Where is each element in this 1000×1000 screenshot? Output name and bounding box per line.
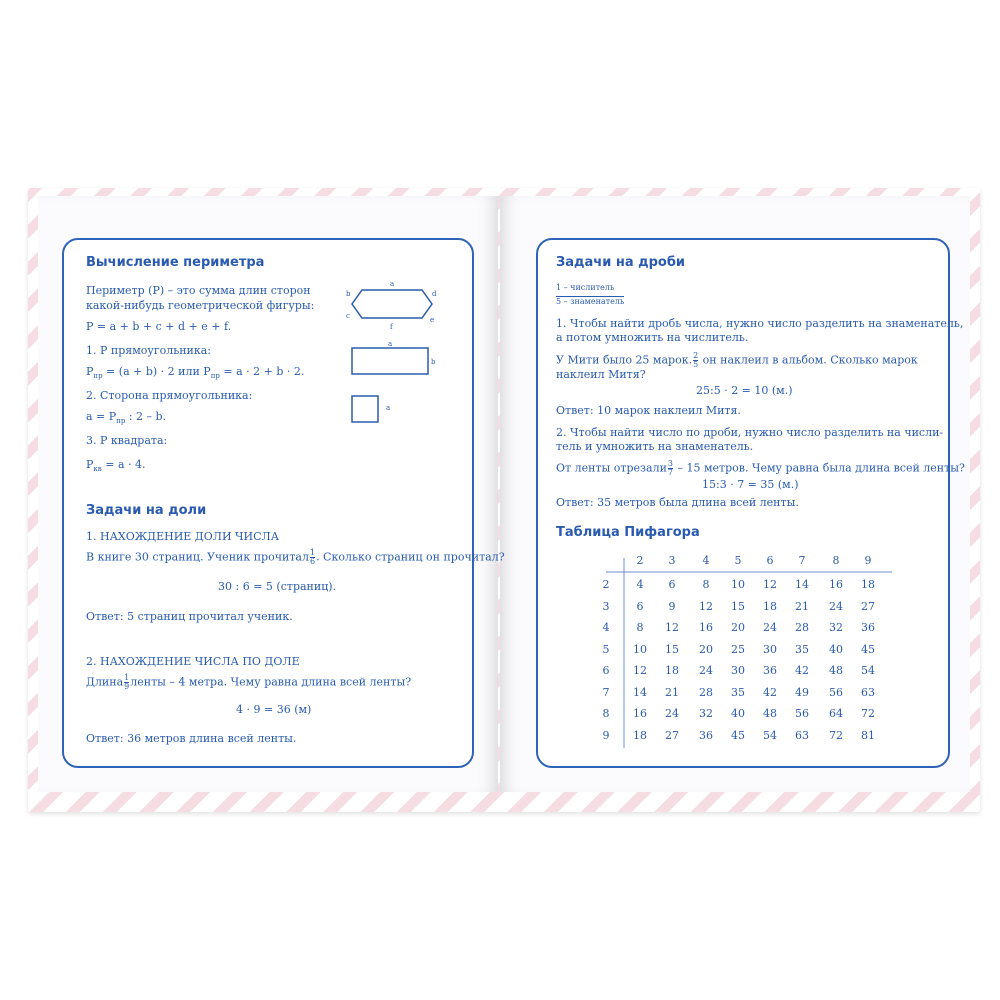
table-cell: 27 bbox=[861, 599, 875, 613]
table-cell: 40 bbox=[731, 707, 745, 720]
table-header-cell: 6 bbox=[766, 554, 774, 567]
table-header-cell: 8 bbox=[832, 554, 840, 567]
table-cell: 36 bbox=[861, 621, 875, 634]
table-cell: 32 bbox=[699, 707, 713, 720]
table-cell: 32 bbox=[829, 621, 843, 634]
table-cell: 18 bbox=[763, 599, 777, 613]
table-row-header-cell: 7 bbox=[602, 685, 610, 699]
rectangle-heading: 1. Р прямоугольника: bbox=[86, 344, 212, 357]
denominator-definition: 5 – знаменатель bbox=[556, 297, 625, 306]
table-cell: 18 bbox=[665, 664, 679, 677]
table-row-header-cell: 8 bbox=[602, 707, 610, 720]
table-header-cell: 9 bbox=[864, 554, 872, 567]
table-cell: 8 bbox=[636, 621, 644, 634]
table-cell: 48 bbox=[763, 707, 777, 720]
table-cell: 16 bbox=[633, 707, 647, 720]
table-cell: 72 bbox=[861, 707, 875, 720]
table-cell: 28 bbox=[795, 621, 809, 634]
table-header-cell: 2 bbox=[636, 554, 644, 567]
table-cell: 16 bbox=[829, 578, 843, 591]
hex-label-e: e bbox=[430, 316, 435, 324]
table-cell: 24 bbox=[763, 621, 777, 634]
table-cell: 12 bbox=[633, 664, 647, 677]
table-cell: 81 bbox=[861, 728, 875, 742]
table-cell: 18 bbox=[633, 728, 647, 742]
table-cell: 15 bbox=[731, 599, 745, 613]
table-cell: 4 bbox=[636, 578, 644, 591]
task1-problem: У Мити было 25 марок. $\frac{2}{5}$ он наклеил в альбом. Сколько марок bbox=[556, 351, 918, 369]
perimeter-formula: Р = a + b + c + d + e + f. bbox=[86, 320, 232, 333]
table-cell: 63 bbox=[795, 728, 809, 742]
table-cell: 40 bbox=[829, 642, 843, 656]
table-row-header-cell: 2 bbox=[602, 578, 610, 591]
perimeter-title: Вычисление периметра bbox=[86, 255, 265, 270]
perimeter-definition-2: какой-нибудь геометрической фигуры: bbox=[86, 299, 315, 312]
table-row-header-cell: 3 bbox=[602, 599, 610, 613]
table-cell: 24 bbox=[665, 707, 679, 720]
part2-heading: 2. НАХОЖДЕНИЕ ЧИСЛА ПО ДОЛЕ bbox=[86, 655, 300, 668]
table-cell: 21 bbox=[795, 599, 809, 613]
perimeter-definition-1: Периметр (Р) – это сумма длин сторон bbox=[86, 284, 311, 297]
table-cell: 9 bbox=[668, 599, 676, 613]
table-cell: 21 bbox=[665, 685, 679, 699]
part1-calculation: 30 : 6 = 5 (страниц). bbox=[218, 580, 337, 593]
part2-problem: Длина $\frac{1}{9}$ ленты – 4 метра. Чему равна длина всей ленты? bbox=[86, 673, 412, 691]
task1-rule-1: 1. Чтобы найти дробь числа, нужно число разделить на знаменатель, bbox=[556, 317, 964, 330]
table-cell: 20 bbox=[731, 621, 745, 634]
table-row-header-cell: 6 bbox=[602, 664, 610, 677]
task1-answer: Ответ: 10 марок наклеил Митя. bbox=[556, 404, 741, 417]
table-cell: 8 bbox=[702, 578, 710, 591]
hex-label-a: a bbox=[390, 280, 395, 288]
table-cell: 16 bbox=[699, 621, 713, 634]
table-cell: 12 bbox=[665, 621, 679, 634]
rect-label-b: b bbox=[431, 358, 436, 366]
table-cell: 48 bbox=[829, 664, 843, 677]
table-cell: 49 bbox=[795, 685, 809, 699]
table-cell: 24 bbox=[829, 599, 843, 613]
task2-problem: От ленты отрезали $\frac{3}{7}$ – 15 метров. Чему равна была длина всей ленты? bbox=[556, 459, 965, 477]
table-cell: 36 bbox=[699, 728, 713, 742]
table-row-header-cell: 4 bbox=[602, 621, 610, 634]
table-cell: 27 bbox=[665, 728, 679, 742]
rectangle-figure bbox=[346, 338, 440, 380]
table-cell: 30 bbox=[731, 664, 745, 677]
task1-rule-2: а потом умножить на числитель. bbox=[556, 331, 749, 344]
table-cell: 35 bbox=[731, 685, 745, 699]
table-cell: 45 bbox=[861, 642, 875, 656]
table-cell: 42 bbox=[763, 685, 777, 699]
table-cell: 56 bbox=[795, 707, 809, 720]
table-cell: 28 bbox=[699, 685, 713, 699]
table-cell: 63 bbox=[861, 685, 875, 699]
parts-title: Задачи на доли bbox=[86, 503, 207, 518]
rect-label-a: a bbox=[388, 340, 393, 348]
part2-answer: Ответ: 36 метров длина всей ленты. bbox=[86, 732, 297, 745]
part1-problem: В книге 30 страниц. Ученик прочитал $\frac{1}{6}$ . Сколько страниц он прочитал? bbox=[86, 548, 505, 566]
task1-calculation: 25:5 · 2 = 10 (м.) bbox=[696, 384, 793, 397]
table-cell: 20 bbox=[699, 642, 713, 656]
table-cell: 45 bbox=[731, 728, 745, 742]
hex-label-c: c bbox=[346, 312, 350, 320]
table-header-cell: 7 bbox=[798, 554, 806, 567]
task2-rule-2: тель и умножить на знаменатель. bbox=[556, 440, 754, 453]
table-cell: 14 bbox=[633, 685, 647, 699]
fractions-title: Задачи на дроби bbox=[556, 255, 686, 270]
table-cell: 24 bbox=[699, 664, 713, 677]
table-cell: 54 bbox=[763, 728, 777, 742]
table-cell: 25 bbox=[731, 642, 745, 656]
square-figure bbox=[348, 392, 398, 428]
table-cell: 6 bbox=[636, 599, 644, 613]
hex-label-f: f bbox=[390, 323, 393, 331]
table-cell: 64 bbox=[829, 707, 843, 720]
table-cell: 14 bbox=[795, 578, 809, 591]
task2-calculation: 15:3 · 7 = 35 (м.) bbox=[702, 478, 799, 491]
table-cell: 56 bbox=[829, 685, 843, 699]
table-cell: 54 bbox=[861, 664, 875, 677]
part2-calculation: 4 · 9 = 36 (м) bbox=[236, 703, 312, 716]
table-header-cell: 3 bbox=[668, 554, 676, 567]
side-formula: $a = Р_{пр}$ : 2 – b. bbox=[86, 410, 167, 426]
square-heading: 3. Р квадрата: bbox=[86, 434, 168, 447]
hex-label-b: b bbox=[346, 290, 351, 298]
table-cell: 12 bbox=[763, 578, 777, 591]
rectangle-formula: $Р_{пр} = (a + b) \cdot 2$ или $Р_{пр} = a \cdot 2 + b \cdot 2$. bbox=[86, 365, 305, 381]
table-cell: 35 bbox=[795, 642, 809, 656]
table-cell: 6 bbox=[668, 578, 676, 591]
square-formula: $Р_{кв} = a \cdot 4$. bbox=[86, 458, 146, 474]
table-header-cell: 5 bbox=[734, 554, 742, 567]
table-row-header-cell: 5 bbox=[602, 642, 610, 656]
table-cell: 30 bbox=[763, 642, 777, 656]
table-row-header-cell: 9 bbox=[602, 728, 610, 742]
table-cell: 18 bbox=[861, 578, 875, 591]
table-cell: 12 bbox=[699, 599, 713, 613]
hexagon-figure bbox=[340, 278, 440, 332]
pythagoras-table-title: Таблица Пифагора bbox=[556, 525, 700, 540]
task1-problem-end: наклеил Митя? bbox=[556, 368, 646, 381]
hex-label-d: d bbox=[432, 290, 437, 298]
table-cell: 10 bbox=[633, 642, 647, 656]
part1-heading: 1. НАХОЖДЕНИЕ ДОЛИ ЧИСЛА bbox=[86, 530, 280, 543]
task2-rule-1: 2. Чтобы найти число по дроби, нужно число разделить на числи- bbox=[556, 426, 944, 439]
table-cell: 15 bbox=[665, 642, 679, 656]
pythagoras-table bbox=[590, 552, 892, 748]
side-heading: 2. Сторона прямоугольника: bbox=[86, 389, 253, 402]
square-label-a: a bbox=[386, 404, 391, 412]
table-header-cell: 4 bbox=[702, 554, 710, 567]
task2-answer: Ответ: 35 метров была длина всей ленты. bbox=[556, 496, 799, 509]
table-cell: 72 bbox=[829, 728, 843, 742]
numerator-definition: 1 – числитель bbox=[556, 283, 615, 292]
table-cell: 10 bbox=[731, 578, 745, 591]
table-cell: 36 bbox=[763, 664, 777, 677]
table-cell: 42 bbox=[795, 664, 809, 677]
part1-answer: Ответ: 5 страниц прочитал ученик. bbox=[86, 610, 293, 623]
